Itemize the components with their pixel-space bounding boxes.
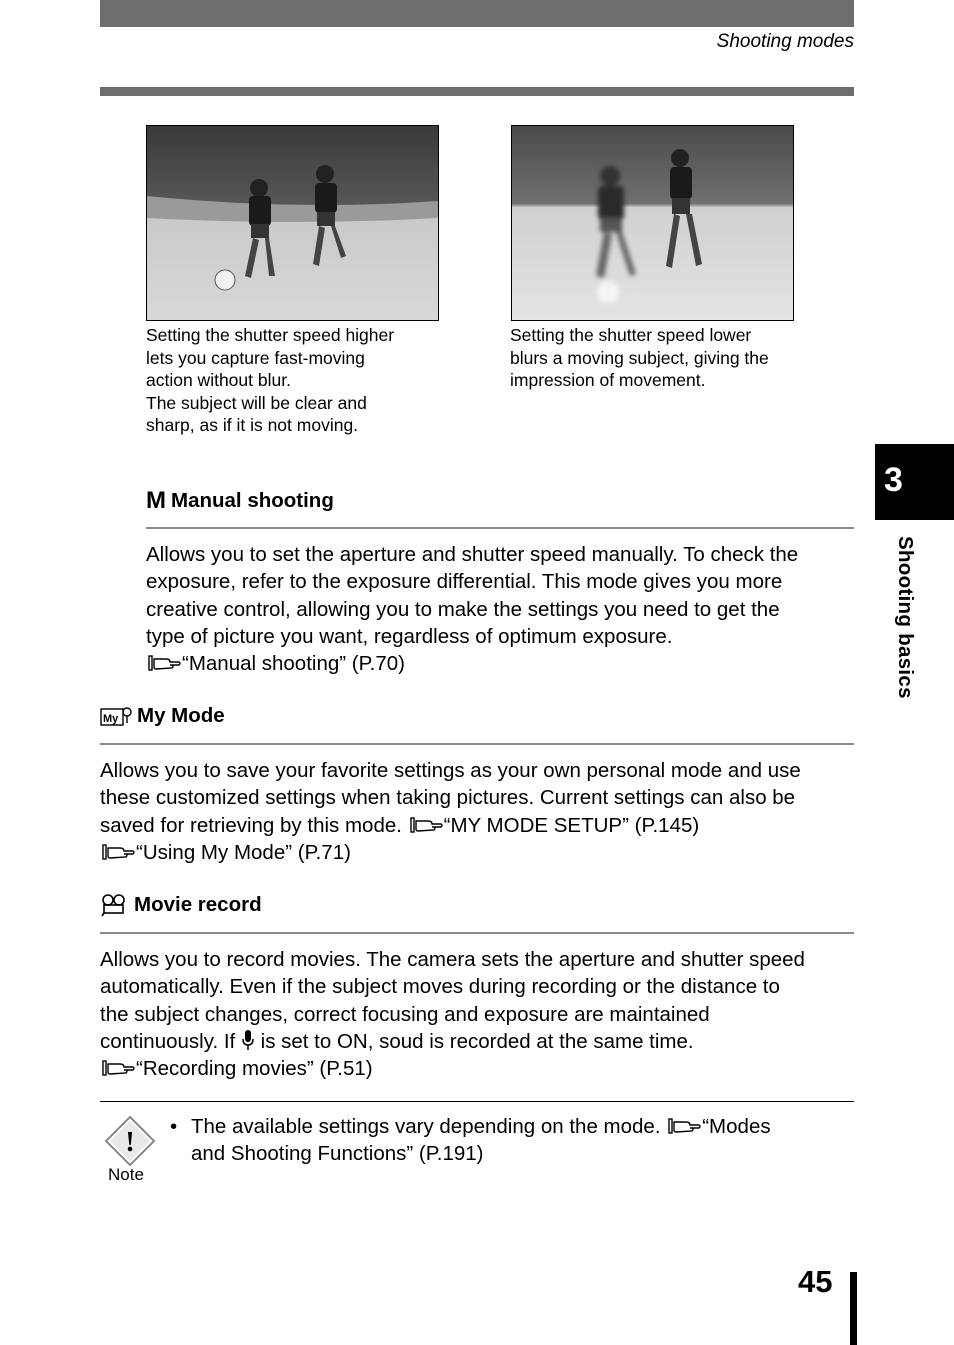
movie-camera-icon	[100, 893, 128, 917]
page-number: 45	[798, 1264, 833, 1299]
microphone-icon	[241, 1029, 255, 1051]
manual-ref-text: “Manual shooting” (P.70)	[182, 652, 405, 676]
body-line	[191, 1113, 860, 1140]
reference-hand-icon	[100, 842, 136, 862]
warning-note-icon	[104, 1115, 156, 1167]
my-mode-icon	[100, 705, 132, 727]
manual-heading	[146, 487, 334, 515]
caption-line: blurs a moving subject, giving the	[510, 347, 769, 368]
manual-title: Manual shooting	[171, 489, 334, 512]
photo-right-caption	[510, 324, 810, 392]
body-line: creative control, allowing you to make the settings you need to get the	[146, 597, 780, 621]
note-line1-ref: “Modes	[702, 1115, 771, 1138]
caption-line: The subject will be clear and	[146, 392, 367, 413]
body-line: Allows you to record movies. The camera sets the aperture and shutter speed	[100, 948, 805, 971]
body-line: type of picture you want, regardless of optimum exposure.	[146, 624, 673, 648]
note-rule	[100, 1101, 854, 1102]
mymode-heading	[100, 704, 225, 728]
caption-line: impression of movement.	[510, 370, 706, 390]
mymode-body	[100, 757, 870, 866]
mymode-title: My Mode	[137, 704, 225, 727]
bullet: •	[170, 1115, 178, 1138]
note-body	[170, 1113, 860, 1168]
note-line1: The available settings vary depending on the mode.	[191, 1115, 661, 1138]
reference-hand-icon	[666, 1116, 702, 1136]
body-line	[100, 1055, 870, 1082]
note-bullet-item	[170, 1113, 860, 1168]
chapter-number: 3	[884, 461, 903, 499]
manual-ref	[146, 650, 866, 677]
mymode-rule	[100, 743, 854, 745]
page-number-bar	[850, 1272, 857, 1345]
photo-slow-shutter	[511, 125, 794, 321]
body-line: the subject changes, correct focusing and exposure are maintained	[100, 1002, 710, 1026]
reference-hand-icon	[408, 815, 444, 835]
movie-heading	[100, 893, 262, 917]
mymode-ref1: “MY MODE SETUP” (P.145)	[443, 813, 700, 837]
svg-text:My: My	[103, 713, 119, 725]
body-line: automatically. Even if the subject moves during recording or the distance to	[100, 975, 780, 999]
body-line: and Shooting Functions” (P.191)	[191, 1142, 484, 1166]
movie-ref: “Recording movies” (P.51)	[136, 1057, 373, 1081]
body-line	[100, 812, 870, 839]
body-line: exposure, refer to the exposure differential. This mode gives you more	[146, 570, 783, 594]
manual-body	[146, 541, 866, 677]
body-line	[100, 839, 870, 866]
header-rule	[100, 87, 854, 96]
mymode-line3: saved for retrieving by this mode.	[100, 813, 402, 837]
svg-text:!: !	[125, 1127, 135, 1158]
movie-line4a: continuously. If	[100, 1029, 236, 1053]
caption-line: lets you capture fast-moving	[146, 347, 365, 368]
mymode-ref2: “Using My Mode” (P.71)	[136, 840, 351, 864]
caption-line: Setting the shutter speed higher	[146, 325, 395, 345]
body-line	[100, 1028, 870, 1055]
reference-hand-icon	[100, 1058, 136, 1078]
body-line: Allows you to set the aperture and shutter speed manually. To check the	[146, 543, 799, 566]
photo-fast-shutter	[146, 125, 439, 321]
movie-line4b: is set to ON, soud is recorded at the same time.	[260, 1029, 694, 1053]
movie-body	[100, 946, 870, 1082]
body-line: Allows you to save your favorite settings as your own personal mode and use	[100, 759, 801, 782]
note-label: Note	[108, 1165, 144, 1184]
section-title: Shooting modes	[716, 31, 854, 52]
manual-rule	[146, 527, 854, 529]
manual-mode-icon: M	[146, 487, 166, 514]
body-line: these customized settings when taking pictures. Current settings can also be	[100, 786, 796, 810]
movie-rule	[100, 932, 854, 934]
caption-line: sharp, as if it is not moving.	[146, 415, 359, 435]
reference-hand-icon	[146, 653, 182, 673]
caption-line: action without blur.	[146, 370, 291, 390]
photo-left-caption	[146, 324, 446, 437]
movie-title: Movie record	[134, 893, 262, 916]
header-bar	[100, 0, 854, 27]
chapter-label: Shooting basics	[894, 536, 917, 699]
caption-line: Setting the shutter speed lower	[510, 325, 752, 345]
